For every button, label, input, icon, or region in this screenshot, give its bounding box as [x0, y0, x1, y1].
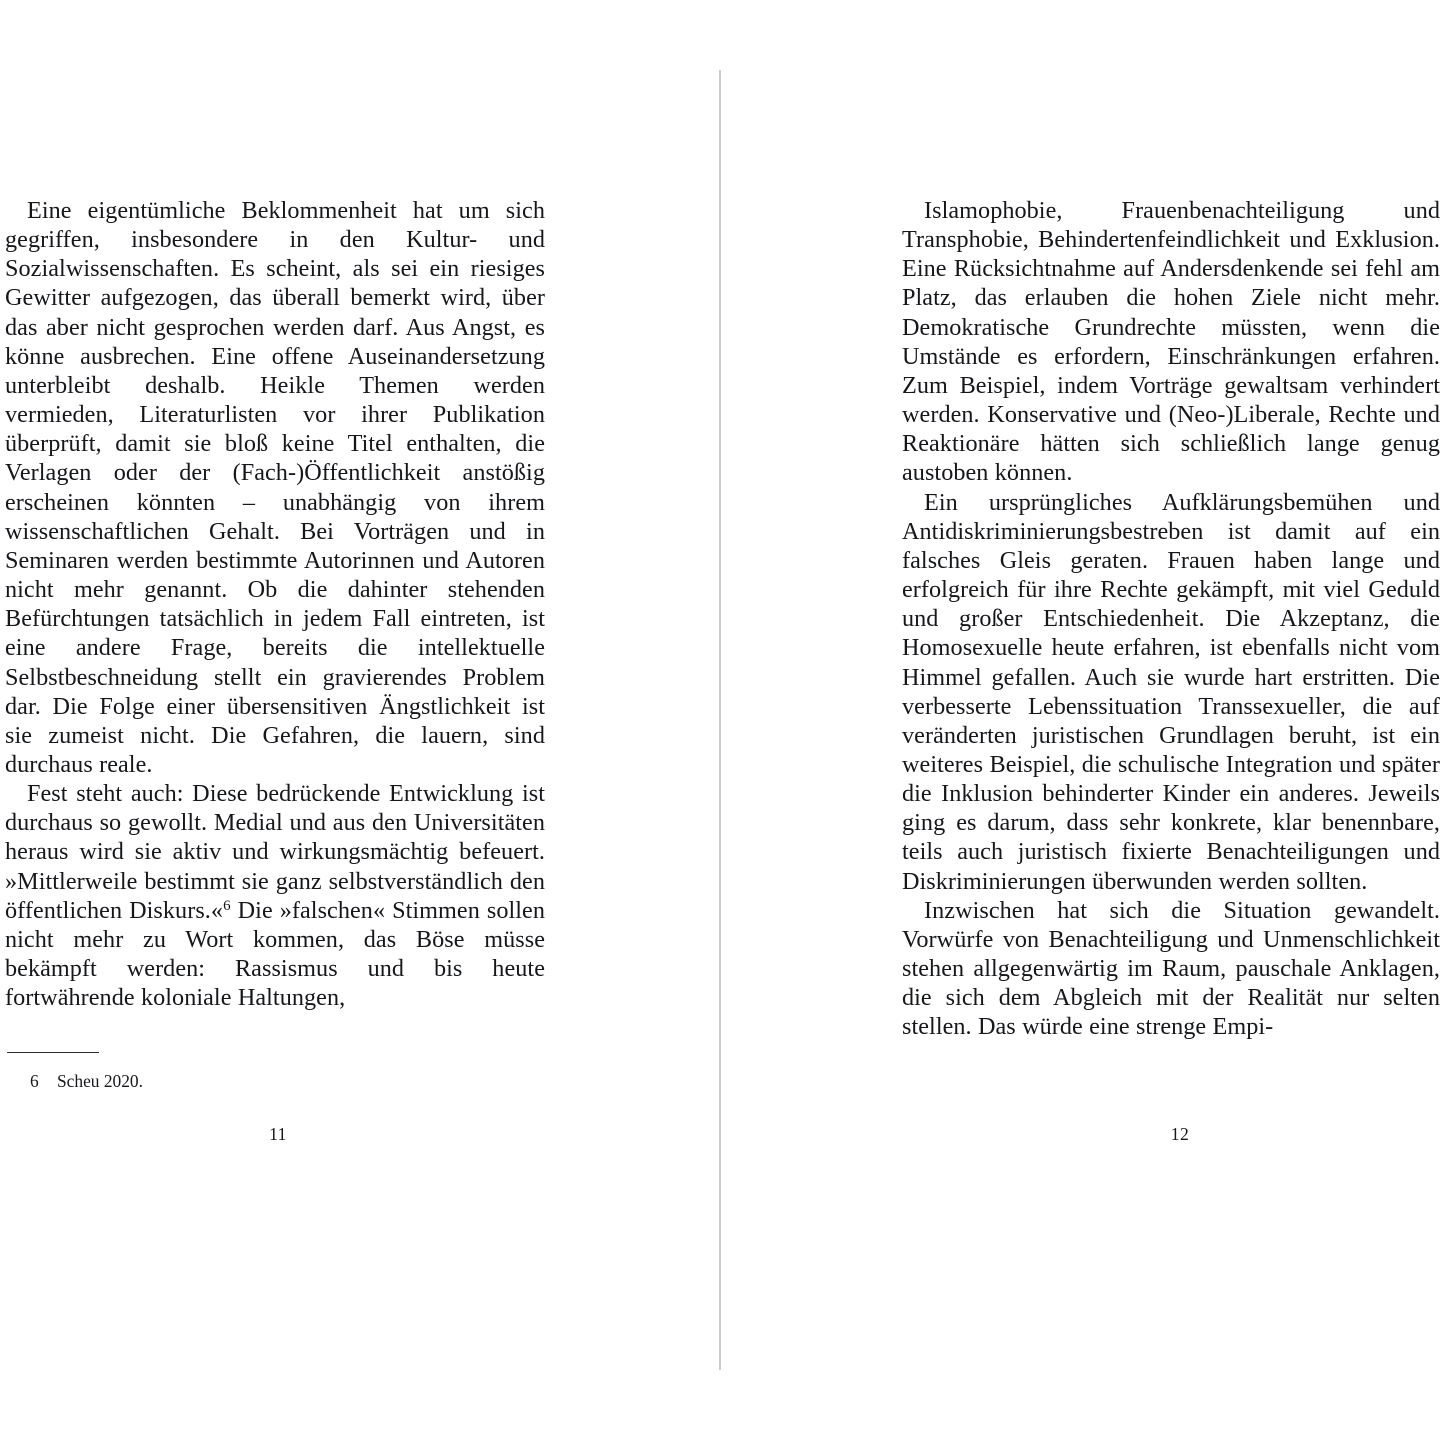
- paragraph: Islamophobie, Frauenbenachteiligung und Transphobie, Behindertenfeindlichkeit und Exklusion. Eine Rücksichtnahme auf Andersdenkende sei fehl am Platz, das erlauben die hohen Ziele nicht mehr. Demokratische Grundrechte müssten, wenn die Umstände es erfordern, Einschränkungen erfahren. Zum Beispiel, indem Vorträge gewaltsam verhindert werden. Konservative und (Neo-)Liberale, Rechte und Reaktionäre hätten sich schließlich lange genug austoben können.: [902, 197, 1440, 487]
- page-right: [902, 0, 1440, 1440]
- footnote-separator-rule: [7, 1052, 99, 1053]
- left-page-textblock: [5, 196, 545, 1012]
- page-number-right: 12: [1170, 1124, 1190, 1144]
- paragraph: Ein ursprüngliches Aufklärungsbemühen und Antidiskriminierungsbestreben ist damit auf ein falsches Gleis geraten. Frauen haben lange und erfolgreich für ihre Rechte gekämpft, mit viel Geduld und großer Entschiedenheit. Die Akzeptanz, die Homosexuelle heute erfahren, ist ebenfalls nicht vom Himmel gefallen. Auch sie wurde hart erstritten. Die verbesserte Lebenssituation Transsexueller, die auf veränderten juristischen Grundlagen beruht, ist ein weiteres Beispiel, die schulische Integration und später die Inklusion behinderter Kinder ein anderes. Jeweils ging es darum, dass sehr konkrete, klar benennbare, teils auch juristisch fixierte Benachteiligungen und Diskriminierungen überwunden werden sollten.: [902, 488, 1440, 895]
- paragraph-with-footnote-reference: [5, 779, 545, 1012]
- page-number-left: 11: [269, 1124, 287, 1144]
- gutter-divider-rule: [719, 70, 721, 1370]
- paragraph: Eine eigentümliche Beklommenheit hat um sich gegriffen, insbesondere in den Kultur- und Sozialwissenschaften. Es scheint, als sei ein riesiges Gewitter aufgezogen, das überall bemerkt wird, über das aber nicht gesprochen werden darf. Aus Angst, es könne ausbrechen. Eine offene Auseinandersetzung unterbleibt deshalb. Heikle Themen werden vermieden, Literaturlisten vor ihrer Publikation überprüft, damit sie bloß keine Titel enthalten, die Verlagen oder der (Fach-)Öffentlichkeit anstößig erscheinen könnten – unabhängig von ihrem wissenschaftlichen Gehalt. Bei Vorträgen und in Seminaren werden bestimmte Autorinnen und Autoren nicht mehr genannt. Ob die dahinter stehenden Befürchtungen tatsächlich in jedem Fall eintreten, ist eine andere Frage, bereits die intellektuelle Selbstbeschneidung stellt ein gravierendes Problem dar. Die Folge einer übersensitiven Ängstlichkeit ist sie zumeist nicht. Die Gefahren, die lauern, sind durchaus reale.: [5, 197, 545, 778]
- footnote-area: [5, 1052, 545, 1092]
- paragraph: Inzwischen hat sich die Situation gewandelt. Vorwürfe von Benachteiligung und Unmenschlichkeit stehen allgegenwärtig im Raum, pauschale Anklagen, die sich dem Abgleich mit der Realität nur selten stellen. Das würde eine strenge Empi-: [902, 896, 1440, 1041]
- paragraph-text-before-note: Fest steht auch: Diese bedrückende Entwicklung ist durchaus so gewollt. Medial und aus den Universitäten heraus wird sie aktiv und wirkungsmächtig befeuert. »Mittlerweile bestimmt sie ganz selbstverständlich den öffentlichen Diskurs.«: [5, 780, 545, 924]
- footnote-text: Scheu 2020.: [57, 1071, 143, 1091]
- footnote-number: 6: [30, 1071, 39, 1091]
- right-page-textblock: [902, 196, 1440, 1042]
- paragraph-text-after-note: Die »falschen« Stimmen sollen nicht mehr zu Wort kommen, das Böse müsse bekämpft werden: Rassismus und bis heute fortwährende koloniale Haltungen,: [5, 896, 545, 1012]
- page-left: [5, 0, 545, 1440]
- footnote-reference-marker[interactable]: 6: [223, 897, 231, 914]
- footnote-entry: [5, 1070, 545, 1092]
